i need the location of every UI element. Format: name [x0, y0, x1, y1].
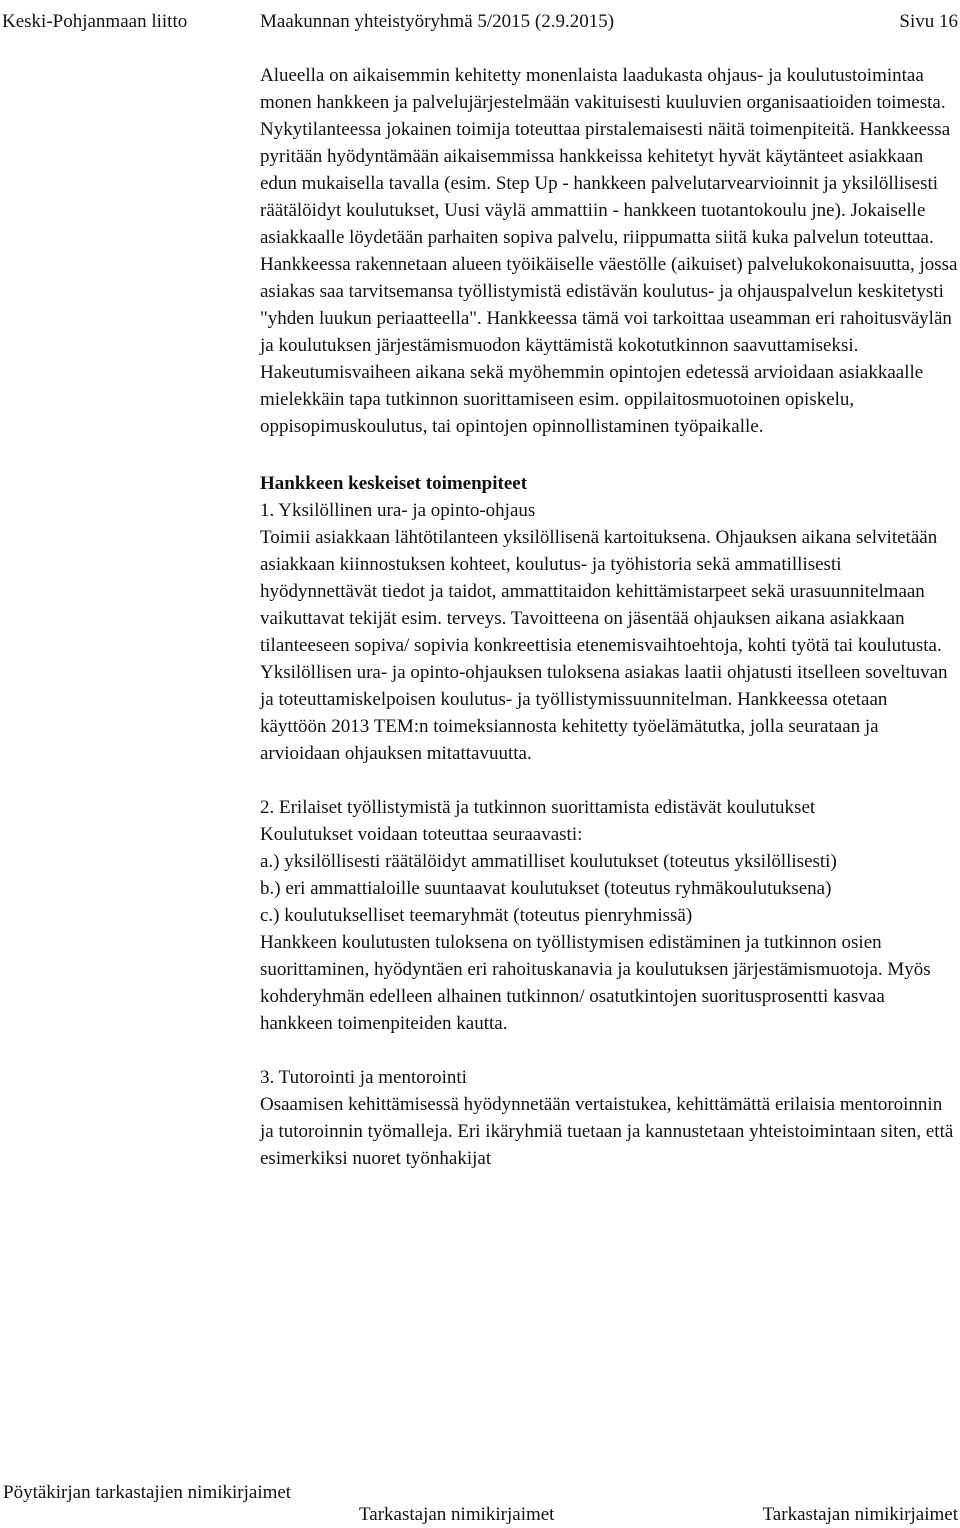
- section-heading: Hankkeen keskeiset toimenpiteet: [260, 473, 528, 494]
- header-page-number: Sivu 16: [899, 11, 958, 32]
- header-meeting: Maakunnan yhteistyöryhmä 5/2015 (2.9.2015): [260, 11, 615, 32]
- item2-option-b: b.) eri ammattialoille suuntaavat koulutukset (toteutus ryhmäkoulutuksena): [260, 878, 832, 899]
- footer-checker2: Tarkastajan nimikirjaimet: [762, 1504, 958, 1525]
- footer-minutes-signatures: Pöytäkirjan tarkastajien nimikirjaimet: [3, 1482, 292, 1503]
- item1-title: 1. Yksilöllinen ura- ja opinto-ohjaus: [260, 500, 536, 521]
- item2-text: Hankkeen koulutusten tuloksena on työllistymisen edistäminen ja tutkinnon osien suorittaminen, hyödyntäen eri rahoituskanavia ja koulutuksen järjestämismuotoja. Myös kohderyhmän edelleen alhainen tutkinnon/ osatutkintojen suoritusprosentti kasvaa hankkeen toimenpiteiden kautta.: [260, 932, 931, 1034]
- item2-intro: Koulutukset voidaan toteuttaa seuraavasti:: [260, 824, 583, 845]
- document-body: [260, 62, 958, 1172]
- intro-paragraph: Alueella on aikaisemmin kehitetty monenlaista laadukasta ohjaus- ja koulutustoimintaa monen hankkeen ja palvelujärjestelmään vakituisesti kuuluvien organisaatioiden toimesta. Nykytilanteessa jokainen toimija toteuttaa pirstalemaisesti näitä toimenpiteitä. Hankkeessa pyritään hyödyntämään aikaisemmissa hankkeissa kehitetyt hyvät käytänteet asiakkaan edun mukaisella tavalla (esim. Step Up - hankkeen palvelutarvearvioinnit ja yksilöllisesti räätälöidyt koulutukset, Uusi väylä ammattiin - hankkeen tuotantokoulu jne). Jokaiselle asiakkaalle löydetään parhaiten sopiva palvelu, riippumatta siitä kuka palvelun toteuttaa. Hankkeessa rakennetaan alueen työikäiselle väestölle (aikuiset) palvelukokonaisuutta, jossa asiakas saa tarvitsemansa työllistymistä edistävän koulutus- ja ohjauspalvelun keskitetysti "yhden luukun periaatteella". Hankkeessa tämä voi tarkoittaa useamman eri rahoitusväylän ja koulutuksen järjestämismuodon käyttämistä kokotutkinnon saavuttamiseksi. Hakeutumisvaiheen aikana sekä myöhemmin opintojen edetessä arvioidaan asiakkaalle mielekkäin tapa tutkinnon suorittamiseen esim. oppilaitosmuotoinen opiskelu, oppisopimuskoulutus, tai opintojen opinnollistaminen työpaikalle.: [260, 65, 958, 437]
- item2-option-c: c.) koulutukselliset teemaryhmät (toteutus pienryhmissä): [260, 905, 693, 926]
- item3-text: Osaamisen kehittämisessä hyödynnetään vertaistukea, kehittämättä erilaisia mentoroinnin ja tutoroinnin työmalleja. Eri ikäryhmiä tuetaan ja kannustetaan yhteistoimintaan siten, että esimerkiksi nuoret työnhakijat: [260, 1094, 954, 1169]
- page-header: [2, 0, 958, 44]
- page-footer: [0, 1482, 960, 1528]
- item3-title: 3. Tutorointi ja mentorointi: [260, 1067, 467, 1088]
- item2-title: 2. Erilaiset työllistymistä ja tutkinnon suorittamista edistävät koulutukset: [260, 797, 816, 818]
- footer-checker1: Tarkastajan nimikirjaimet: [359, 1504, 555, 1525]
- item1-text: Toimii asiakkaan lähtötilanteen yksilöllisenä kartoituksena. Ohjauksen aikana selvitetään asiakkaan kiinnostuksen kohteet, koulutus- ja työhistoria sekä ammatillisesti hyödynnettävät tiedot ja taidot, ammattitaidon kehittämistarpeet sekä urasuunnitelmaan vaikuttavat tekijät esim. terveys. Tavoitteena on jäsentää ohjauksen aikana asiakkaan tilanteeseen sopiva/ sopivia konkreettisia etenemisvaihtoehtoja, kohti työtä tai koulutusta. Yksilöllisen ura- ja opinto-ohjauksen tuloksena asiakas laatii ohjatusti itselleen soveltuvan ja toteuttamiskelpoisen koulutus- ja työllistymissuunnitelman. Hankkeessa otetaan käyttöön 2013 TEM:n toimeksiannosta kehitetty työelämätutka, jolla seurataan ja arvioidaan ohjauksen mitattavuutta.: [260, 527, 948, 764]
- item2-option-a: a.) yksilöllisesti räätälöidyt ammatilliset koulutukset (toteutus yksilöllisesti): [260, 851, 837, 872]
- header-organization: Keski-Pohjanmaan liitto: [2, 11, 188, 32]
